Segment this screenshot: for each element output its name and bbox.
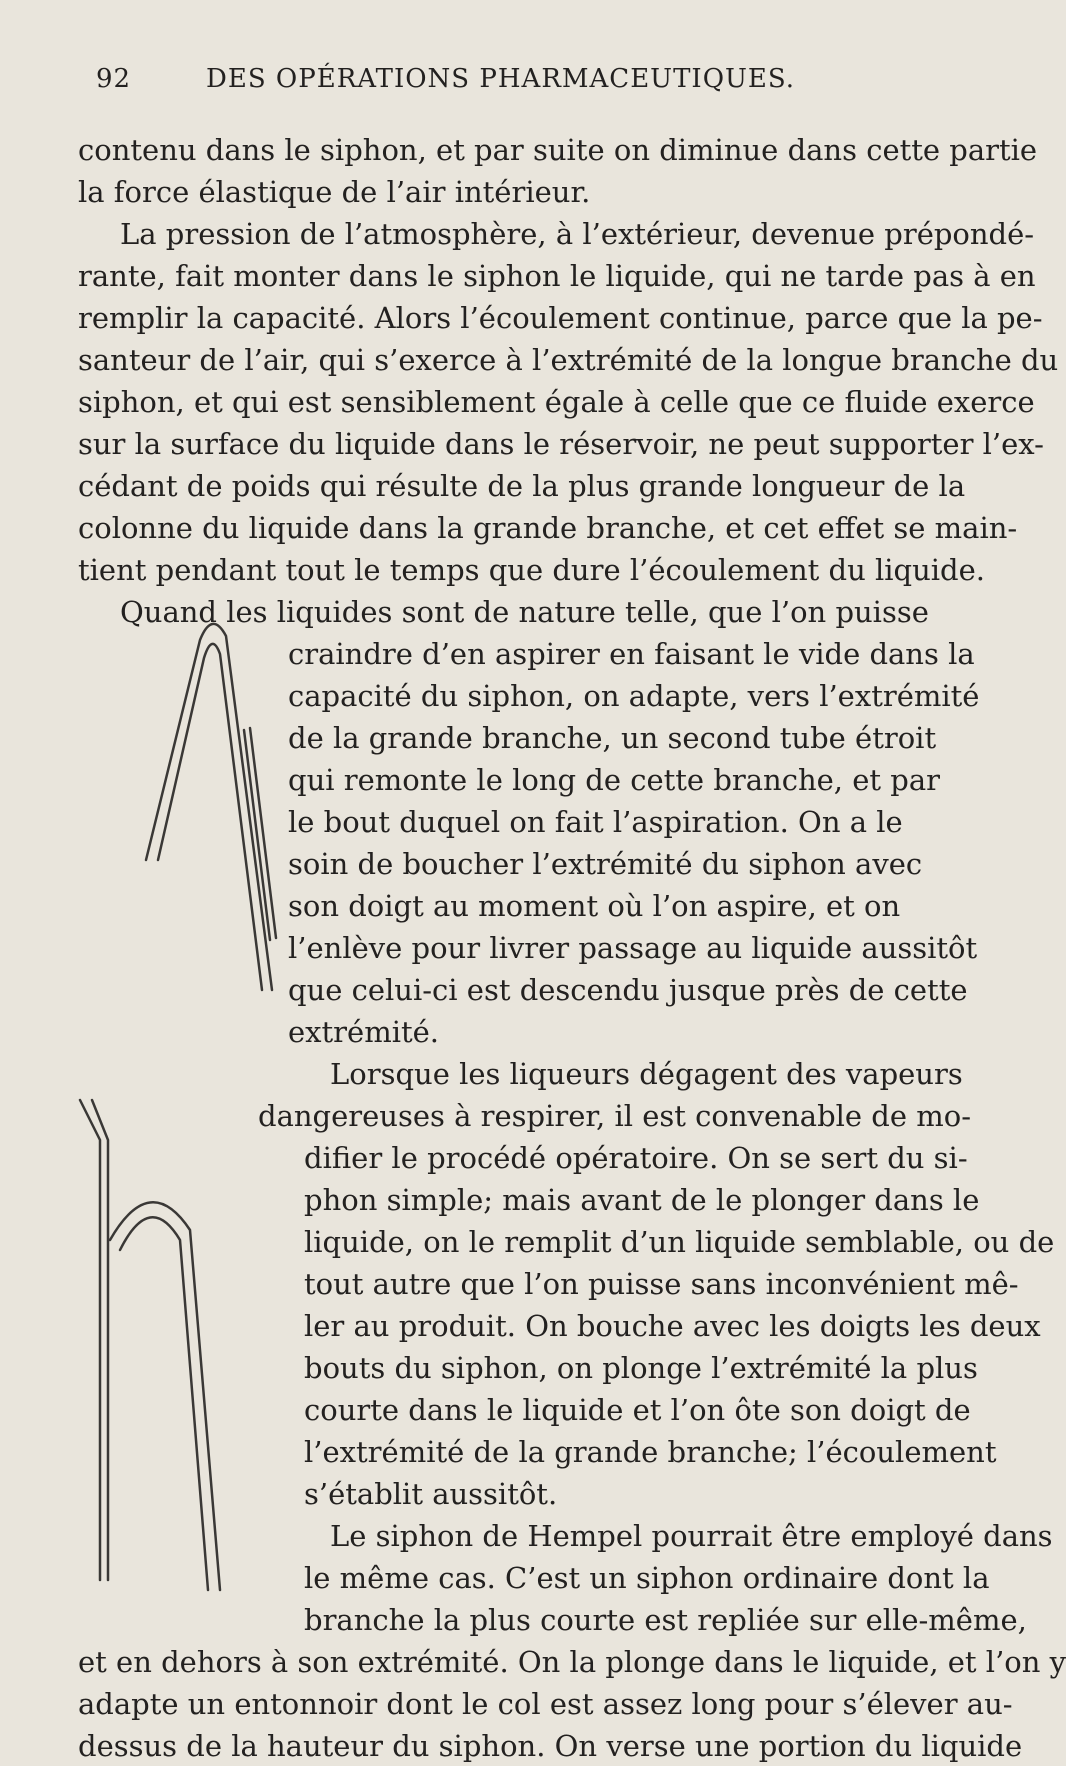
siphon-figure-2 [70, 1080, 250, 1600]
text-line: de la grande branche, un second tube étroit [288, 721, 937, 755]
text-line: dessus de la hauteur du siphon. On verse une portion du liquide [78, 1729, 1023, 1763]
suction-tube [244, 730, 270, 940]
page-number: 92 [96, 64, 132, 94]
text-line: s’établit aussitôt. [304, 1477, 558, 1511]
text-line: branche la plus courte est repliée sur elle-même, [304, 1603, 1027, 1637]
text-line: extrémité. [288, 1015, 440, 1049]
siphon-with-suction-tube-illustration [140, 610, 280, 1000]
running-title: DES OPÉRATIONS PHARMACEUTIQUES. [206, 64, 796, 94]
text-line: tout autre que l’on puisse sans inconvénient mê- [304, 1267, 1019, 1301]
text-line: qui remonte le long de cette branche, et par [288, 763, 940, 797]
text-line: soin de boucher l’extrémité du siphon avec [288, 847, 923, 881]
text-line: craindre d’en aspirer en faisant le vide dans la [288, 637, 975, 671]
text-line: remplir la capacité. Alors l’écoulement continue, parce que la pe- [78, 301, 1043, 335]
text-line: colonne du liquide dans la grande branche, et cet effet se main- [78, 511, 1018, 545]
text-line: et en dehors à son extrémité. On la plonge dans le liquide, et l’on y [78, 1645, 1066, 1679]
text-line: le même cas. C’est un siphon ordinaire dont la [304, 1561, 990, 1595]
text-line: Le siphon de Hempel pourrait être employé dans [330, 1519, 1053, 1553]
text-line: l’extrémité de la grande branche; l’écoulement [304, 1435, 997, 1469]
siphon-figure-1 [140, 610, 280, 1000]
text-line: difier le procédé opératoire. On se sert du si- [304, 1141, 968, 1175]
text-line: dangereuses à respirer, il est convenable de mo- [258, 1099, 971, 1133]
text-line: liquide, on le remplit d’un liquide semblable, ou de [304, 1225, 1055, 1259]
text-line: contenu dans le siphon, et par suite on diminue dans cette partie [78, 133, 1038, 167]
text-line: La pression de l’atmosphère, à l’extérieur, devenue prépondé- [120, 217, 1035, 251]
text-line: phon simple; mais avant de le plonger dans le [304, 1183, 980, 1217]
text-line: adapte un entonnoir dont le col est assez long pour s’élever au- [78, 1687, 1013, 1721]
short-branch-outer [80, 1100, 100, 1580]
simple-siphon-illustration [70, 1080, 250, 1600]
text-line: courte dans le liquide et l’on ôte son doigt de [304, 1393, 971, 1427]
text-line: Lorsque les liqueurs dégagent des vapeurs [330, 1057, 963, 1091]
text-line: capacité du siphon, on adapte, vers l’extrémité [288, 679, 980, 713]
text-line: la force élastique de l’air intérieur. [78, 175, 591, 209]
text-line: siphon, et qui est sensiblement égale à celle que ce fluide exerce [78, 385, 1035, 419]
text-line: ler au produit. On bouche avec les doigts les deux [304, 1309, 1041, 1343]
text-line: tient pendant tout le temps que dure l’écoulement du liquide. [78, 553, 986, 587]
text-line: l’enlève pour livrer passage au liquide aussitôt [288, 931, 978, 965]
text-line: Quand les liquides sont de nature telle, que l’on puisse [120, 595, 929, 629]
text-line: sur la surface du liquide dans le réservoir, ne peut supporter l’ex- [78, 427, 1044, 461]
text-line: que celui-ci est descendu jusque près de cette [288, 973, 968, 1007]
suction-tube-edge [250, 728, 276, 938]
running-header [96, 64, 796, 94]
text-line: son doigt au moment où l’on aspire, et on [288, 889, 901, 923]
text-line: cédant de poids qui résulte de la plus grande longueur de la [78, 469, 966, 503]
text-line: santeur de l’air, qui s’exerce à l’extrémité de la longue branche du [78, 343, 1059, 377]
text-line: rante, fait monter dans le siphon le liquide, qui ne tarde pas à en [78, 259, 1036, 293]
text-line: bouts du siphon, on plonge l’extrémité la plus [304, 1351, 978, 1385]
text-line: le bout duquel on fait l’aspiration. On a le [288, 805, 903, 839]
siphon-tube-inner [158, 644, 262, 990]
